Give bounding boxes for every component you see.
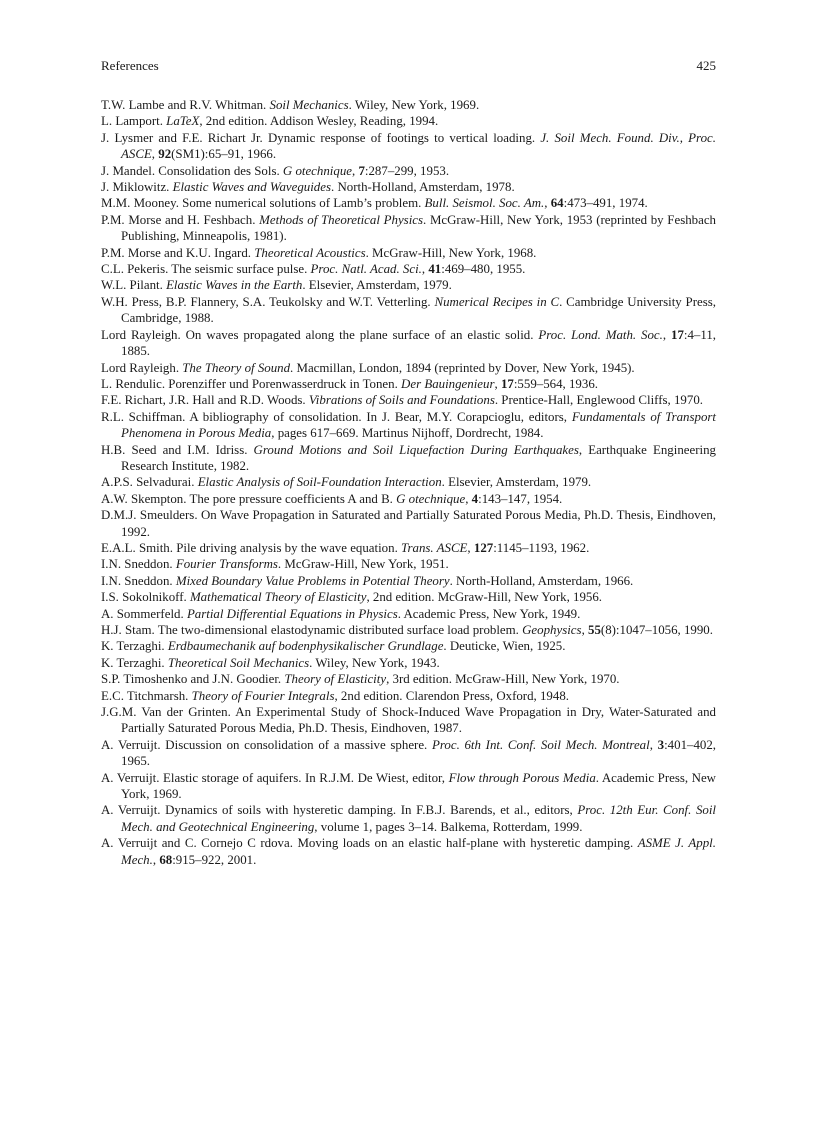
reference-list <box>101 97 716 868</box>
reference-entry: C.L. Pekeris. The seismic surface pulse. Proc. Natl. Acad. Sci., 41:469–480, 1955. <box>101 262 526 277</box>
reference-entry: I.N. Sneddon. Mixed Boundary Value Problems in Potential Theory. North-Holland, Amsterdam, 1966. <box>101 573 634 588</box>
reference-entry: A.W. Skempton. The pore pressure coefficients A and B. G otechnique, 4:143–147, 1954. <box>101 491 563 506</box>
reference-entry: J.G.M. Van der Grinten. An Experimental Study of Shock-Induced Wave Propagation in Dry, Water-Saturated and Partially Saturated Porous Media, Ph.D. Thesis, Eindhoven, 1987. <box>101 705 716 736</box>
page-number: 425 <box>696 58 716 73</box>
reference-entry: A. Sommerfeld. Partial Differential Equations in Physics. Academic Press, New York, 1949. <box>101 606 581 621</box>
reference-entry: A. Verruijt. Discussion on consolidation of a massive sphere. Proc. 6th Int. Conf. Soil Mech. Montreal, 3:401–402, 1965. <box>101 737 717 769</box>
reference-entry: A. Verruijt. Elastic storage of aquifers. In R.J.M. De Wiest, editor, Flow through Porous Media. Academic Press, New York, 1969. <box>101 770 716 802</box>
reference-entry: L. Rendulic. Porenziffer und Porenwasserdruck in Tonen. Der Bauingenieur, 17:559–564, 1936. <box>101 376 598 391</box>
reference-entry: Lord Rayleigh. On waves propagated along the plane surface of an elastic solid. Proc. Lond. Math. Soc., 17:4–11, 1885. <box>101 327 716 359</box>
reference-entry: Lord Rayleigh. The Theory of Sound. Macmillan, London, 1894 (reprinted by Dover, New York, 1945). <box>101 360 635 375</box>
reference-entry: A. Verruijt and C. Cornejo C rdova. Moving loads on an elastic half-plane with hysteretic damping. ASME J. Appl. Mech., 68:915–922, 2001. <box>101 836 716 867</box>
reference-entry: R.L. Schiffman. A bibliography of consolidation. In J. Bear, M.Y. Corapcioglu, editors, Fundamentals of Transport Phenomena in Porous Media, pages 617–669. Martinus Nijhoff, Dordrecht, 1984. <box>101 409 716 441</box>
reference-entry: W.L. Pilant. Elastic Waves in the Earth. Elsevier, Amsterdam, 1979. <box>101 278 452 293</box>
reference-entry: E.C. Titchmarsh. Theory of Fourier Integrals, 2nd edition. Clarendon Press, Oxford, 1948. <box>101 688 569 703</box>
reference-entry: J. Miklowitz. Elastic Waves and Waveguides. North-Holland, Amsterdam, 1978. <box>101 180 515 195</box>
reference-entry: J. Mandel. Consolidation des Sols. G otechnique, 7:287–299, 1953. <box>101 163 450 178</box>
reference-entry: M.M. Mooney. Some numerical solutions of Lamb’s problem. Bull. Seismol. Soc. Am., 64:473–491, 1974. <box>101 196 648 211</box>
reference-entry: P.M. Morse and K.U. Ingard. Theoretical Acoustics. McGraw-Hill, New York, 1968. <box>101 245 537 260</box>
reference-entry: F.E. Richart, J.R. Hall and R.D. Woods. Vibrations of Soils and Foundations. Prentice-Hall, Englewood Cliffs, 1970. <box>101 393 703 408</box>
reference-entry: J. Lysmer and F.E. Richart Jr. Dynamic response of footings to vertical loading. J. Soil Mech. Found. Div., Proc. ASCE, 92(SM1):65–91, 1966. <box>101 130 716 162</box>
reference-entry: S.P. Timoshenko and J.N. Goodier. Theory of Elasticity, 3rd edition. McGraw-Hill, New York, 1970. <box>101 672 620 687</box>
reference-entry: D.M.J. Smeulders. On Wave Propagation in Saturated and Partially Saturated Porous Media, Ph.D. Thesis, Eindhoven, 1992. <box>101 508 716 539</box>
reference-entry: E.A.L. Smith. Pile driving analysis by the wave equation. Trans. ASCE, 127:1145–1193, 1962. <box>101 540 590 555</box>
reference-entry: L. Lamport. LaTeX, 2nd edition. Addison Wesley, Reading, 1994. <box>101 114 439 129</box>
reference-entry: A. Verruijt. Dynamics of soils with hysteretic damping. In F.B.J. Barends, et al., editors, Proc. 12th Eur. Conf. Soil Mech. and Geotechnical Engineering, volume 1, pages 3–14. Balkema, Rotterdam, 1999. <box>101 803 716 834</box>
reference-entry: A.P.S. Selvadurai. Elastic Analysis of Soil-Foundation Interaction. Elsevier, Amsterdam, 1979. <box>101 475 592 490</box>
reference-entry: I.S. Sokolnikoff. Mathematical Theory of Elasticity, 2nd edition. McGraw-Hill, New York, 1956. <box>101 590 603 605</box>
reference-entry: H.J. Stam. The two-dimensional elastodynamic distributed surface load problem. Geophysics, 55(8):1047–1056, 1990. <box>101 623 713 637</box>
reference-entry: H.B. Seed and I.M. Idriss. Ground Motions and Soil Liquefaction During Earthquakes, Earthquake Engineering Research Institute, 1982. <box>101 442 716 473</box>
reference-entry: W.H. Press, B.P. Flannery, S.A. Teukolsky and W.T. Vetterling. Numerical Recipes in C. Cambridge University Press, Cambridge, 1988. <box>101 294 716 326</box>
reference-entry: T.W. Lambe and R.V. Whitman. Soil Mechanics. Wiley, New York, 1969. <box>101 98 480 112</box>
reference-entry: K. Terzaghi. Erdbaumechanik auf bodenphysikalischer Grundlage. Deuticke, Wien, 1925. <box>101 639 566 654</box>
reference-entry: P.M. Morse and H. Feshbach. Methods of Theoretical Physics. McGraw-Hill, New York, 1953 (reprinted by Feshbach Publishing, Minneapolis, 1981). <box>101 212 716 244</box>
reference-entry: K. Terzaghi. Theoretical Soil Mechanics. Wiley, New York, 1943. <box>101 655 440 670</box>
running-head: References <box>101 58 159 73</box>
reference-entry: I.N. Sneddon. Fourier Transforms. McGraw-Hill, New York, 1951. <box>101 557 449 572</box>
page-header <box>101 58 716 76</box>
